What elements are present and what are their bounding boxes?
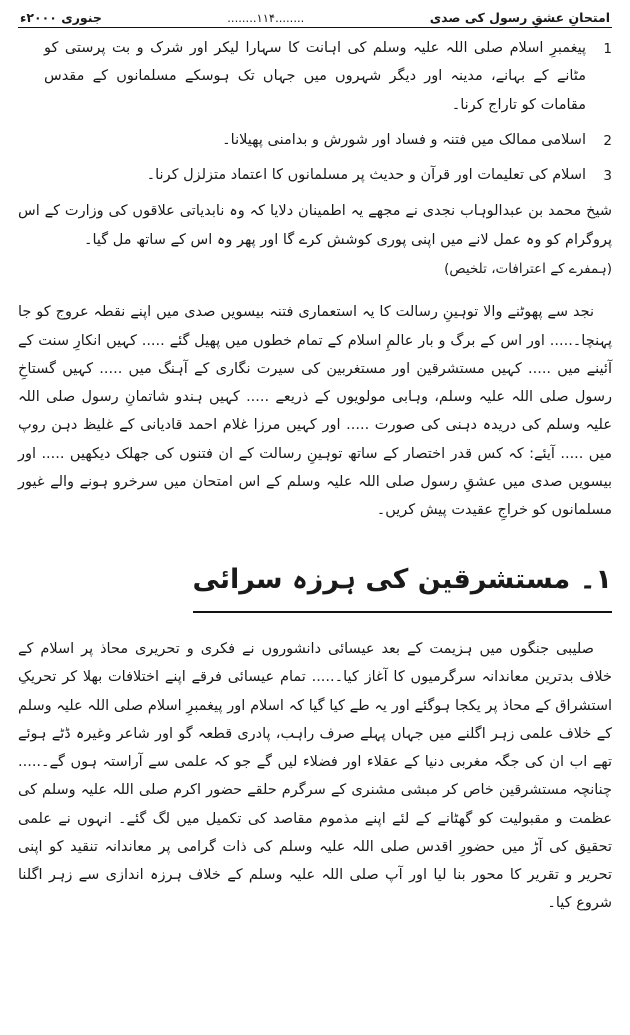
header-dots-right: ........ (275, 10, 305, 25)
list-item (18, 161, 612, 189)
section-title: مستشرقین کی ہرزہ سرائی (192, 564, 571, 596)
header-issue-date: جنوری ۲۰۰۰ء (20, 10, 102, 25)
header-page-number: ۱۱۴ (256, 10, 276, 25)
list-item (18, 34, 612, 119)
spacer (18, 282, 612, 290)
paragraph-source-citation: (ہمفرے کے اعترافات، تلخیص) (444, 260, 612, 277)
header-book-title: امتحانِ عشقِ رسول کی صدی (429, 10, 610, 25)
list-item (18, 126, 612, 154)
header-page-marker (102, 11, 430, 25)
list-item-number: 1 (603, 41, 612, 57)
paragraph-najdi: شیخ محمد بن عبدالوہاب نجدی نے مجھے یہ اطمینان دلایا کہ وہ نابدیاتی علاقوں کی وزارت کے اس پروگرام کو وہ عمل لانے میں اپنی پوری کوشش کرے گا اور پھر وہ اس کے ساتھ مل گیا۔ (18, 203, 612, 248)
numbered-list (18, 34, 612, 189)
paragraph-main: نجد سے پھوٹنے والا توہینِ رسالت کا یہ استعماری فتنہ بیسویں صدی میں اپنے نقطہ عروج کو جا پہنچا۔..... اور اس کے برگ و بار عالمِ اسلام کے تمام خطوں میں پھیل گئے ..... کہیں انکارِ سنت کے آئینے میں ..... کہیں مستشرقین اور مستغربین کی سیرت نگاری کے آہنگ میں ..... کہیں گستاخِ رسول صلی اللہ علیہ وسلم، وہابی مولویوں کے ذریعے ..... کہیں ہندو شاتمانِ رسول صلی اللہ علیہ وسلم کی دریدہ دہنی کی صورت ..... اور کہیں مرزا غلام احمد قادیانی کے غلیظ دہن روپ میں ..... آیئے: کہ کس قدر اختصار کے ساتھ توہینِ رسالت کے ان فتنوں کی جھلک دیکھیں ..... اور بیسویں صدی میں عشقِ رسول صلی اللہ علیہ وسلم کے اس امتحان میں سرخرو ہونے والے غیور مسلمانوں کو خراجِ عقیدت پیش کریں۔ (18, 304, 612, 519)
list-item-number: 3 (603, 168, 612, 185)
running-header (18, 10, 612, 28)
header-dots-left: ........ (227, 10, 257, 25)
document-body (18, 34, 612, 918)
list-item-number: 2 (603, 132, 612, 149)
section-paragraph-1: صلیبی جنگوں میں ہزیمت کے بعد عیسائی دانشوروں نے فکری و تحریری محاذ پر اسلام کے خلاف بدترین معاندانہ سرگرمیوں کا آغاز کیا۔..... تمام عیسائی فرقے اپنے اختلافات بھلا کر تحریکِ استشراق کے محاذ پر یکجا ہوگئے اور یہ طے کیا گیا کہ اسلام اور پیغمبرِ اسلام صلی اللہ علیہ وسلم کے خلاف علمی زہر اگلنے میں جہاں پہلے صرف راہب، پادری قطعہ گو اور شاعر وغیرہ ڈٹے ہوئے تھے اب ان کی جگہ مغربی دنیا کے عقلاء اور فضلاء لیں گے جو کہ علمی سے آراستہ ہوں گے۔..... چنانچہ مستشرقین خاص کر مبشی مشنری کے سرگرم حلقے حضور اکرم صلی اللہ علیہ وسلم کی عظمت و مقبولیت کو گھٹانے کے لئے اپنے مذموم مقاصد کی تکمیل میں لگ گئے۔ انہوں نے علمی تحقیق کی آڑ میں حضورِ اقدس صلی اللہ علیہ وسلم کی ذات گرامی پر معاندانہ تنقید کو اپنی تحریر و تقریر کا محور بنا لیا اور آپ صلی اللہ علیہ وسلم کے خلاف ہرزہ اندازی سے زہر اگلنا شروع کیا۔ (18, 641, 612, 912)
list-item-text: پیغمبرِ اسلام صلی اللہ علیہ وسلم کی اہانت کا سہارا لیکر اور شرک و بت پرستی کو مٹانے کے بہانے، مدینہ اور دیگر شہروں میں جہاں تک ہوسکے مسلمانوں کے مقدس مقامات کو تاراج کرنا۔ (44, 40, 586, 113)
section-number: ۱۔ (579, 564, 612, 596)
list-item-text: اسلام کی تعلیمات اور قرآن و حدیث پر مسلمانوں کا اعتماد متزلزل کرنا۔ (146, 167, 586, 184)
list-item-text: اسلامی ممالک میں فتنہ و فساد اور شورش و بدامنی پھیلانا۔ (222, 131, 586, 148)
section-heading (18, 554, 612, 613)
section-heading-underline (193, 554, 612, 613)
